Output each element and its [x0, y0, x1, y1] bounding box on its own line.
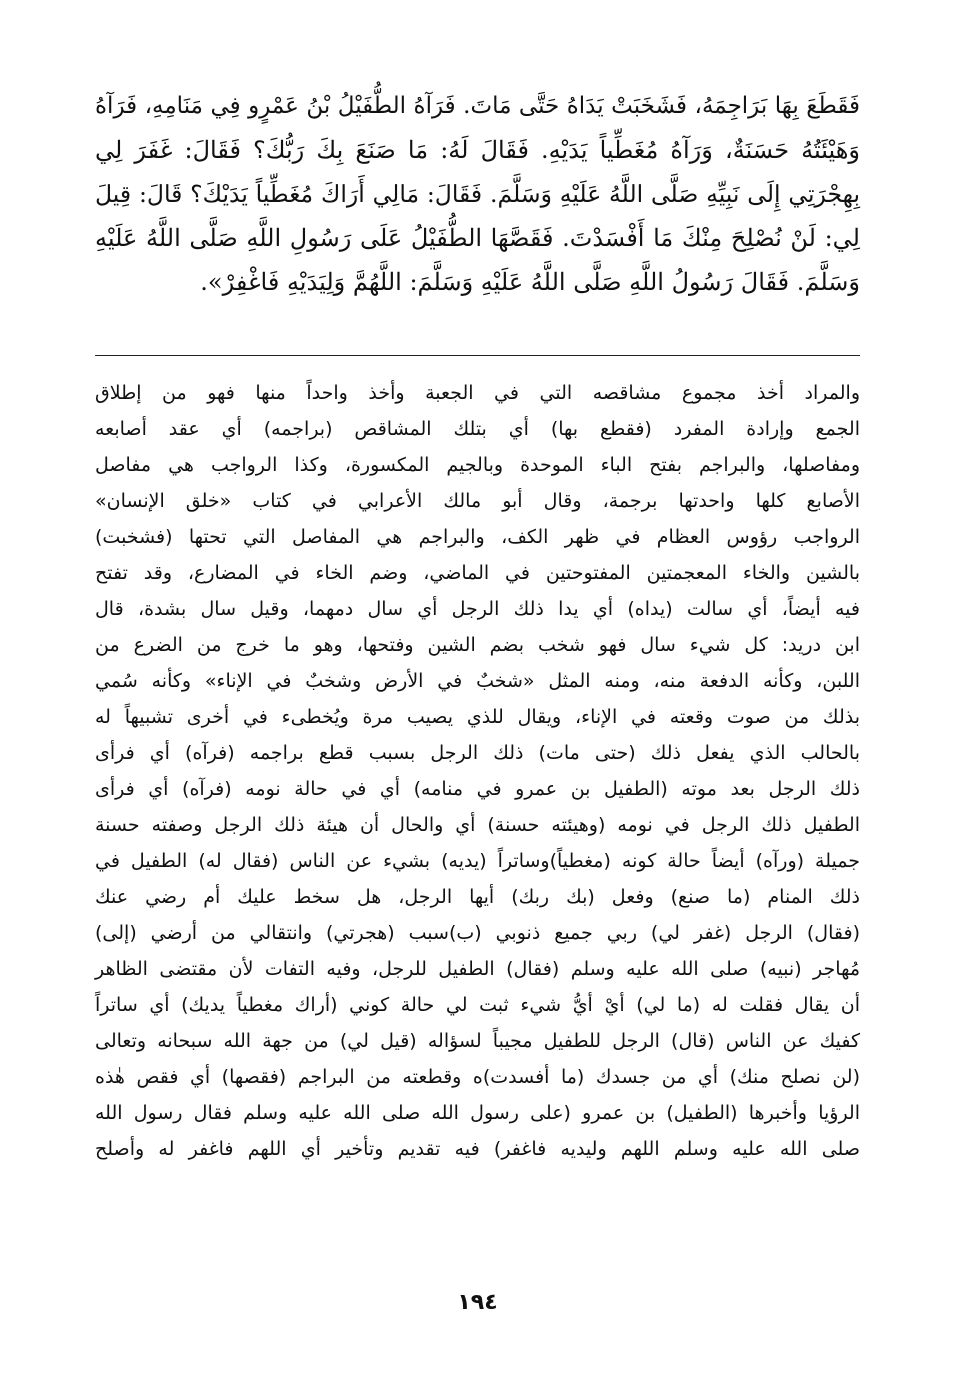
- commentary-line: الرواجب رؤوس العظام في ظهر الكف، والبراجم هي المفاصل التي تحتها (فشخبت): [95, 526, 860, 548]
- commentary-line: الأصابع كلها واحدتها برجمة، وقال أبو مالك الأعرابي في كتاب «خلق الإنسان»: [95, 490, 860, 512]
- commentary-line: مُهاجر (نبيه) صلى الله عليه وسلم (فقال) الطفيل للرجل، وفيه التفات لأن مقتضى الظاهر: [95, 958, 860, 980]
- hadith-line: وَسَلَّمَ. فَقَالَ رَسُولُ اللَّهِ صَلَّى اللَّهُ عَلَيْهِ وَسَلَّمَ: اللَّهُمَّ وَلِيَدَيْهِ فَاغْفِرْ».: [200, 268, 860, 296]
- commentary-line: الرؤيا وأخبرها (الطفيل) بن عمرو (على رسول الله صلى الله عليه وسلم فقال رسول الله: [95, 1102, 860, 1124]
- commentary-line: بالشين والخاء المعجمتين المفتوحتين في الماضي، وضم الخاء في المضارع، وقد تفتح: [95, 562, 860, 584]
- commentary-line: ذلك المنام (ما صنع) وفعل (بك ربك) أيها الرجل، هل سخط عليك أم رضي عنك: [95, 886, 860, 908]
- commentary-line: كفيك عن الناس (قال) الرجل للطفيل مجيباً لسؤاله (قيل لي) من جهة الله سبحانه وتعالى: [95, 1030, 860, 1052]
- commentary-line: الطفيل ذلك الرجل في نومه (وهيئته حسنة) أي والحال أن هيئة ذلك الرجل وصفته حسنة: [95, 814, 860, 836]
- hadith-line: وَهَيْئَتُهُ حَسَنَةٌ، وَرَآهُ مُغَطِّياً يَدَيْهِ. فَقَالَ لَهُ: مَا صَنَعَ بِكَ رَبُّكَ؟ فَقَالَ: غَفَرَ لِي: [95, 136, 860, 164]
- footnote-divider: [95, 355, 860, 356]
- hadith-line: بِهِجْرَتِي إِلَى نَبِيِّهِ صَلَّى اللَّهُ عَلَيْهِ وَسَلَّمَ. فَقَالَ: مَالِي أَرَاكَ مُغَطِّياً يَدَيْكَ؟ قَالَ: قِيلَ: [95, 180, 860, 208]
- commentary-line: صلى الله عليه وسلم اللهم وليديه فاغفر) فيه تقديم وتأخير أي اللهم فاغفر له وأصلح: [95, 1138, 860, 1160]
- commentary-line: فيه أيضاً، أي سالت (يداه) أي يدا ذلك الرجل أي سال دمهما، وقيل سال بشدة، قال: [95, 598, 860, 620]
- commentary-line: اللبن، وكأنه الدفعة منه، ومنه المثل «شخبٌ في الأرض وشخبٌ في الإناء» وكأنه سُمي: [95, 670, 860, 692]
- commentary-line: (لن نصلح منك) أي من جسدك (ما أفسدت)ه وقطعته من البراجم (فقصها) أي فقص هٰذه: [95, 1066, 860, 1088]
- commentary-line: جميلة (ورآه) أيضاً حالة كونه (مغطياً)وساتراً (يديه) بشيء عن الناس (فقال له) الطفيل في: [95, 850, 860, 872]
- hadith-line: لِي: لَنْ نُصْلِحَ مِنْكَ مَا أَفْسَدْتَ. فَقَصَّهَا الطُّفَيْلُ عَلَى رَسُولِ اللَّهِ صَلَّى اللَّهُ عَلَيْهِ: [95, 224, 860, 252]
- commentary-line: ابن دريد: كل شيء سال فهو شخب بضم الشين وفتحها، وهو ما خرج من الضرع من: [95, 634, 860, 656]
- commentary-line: الجمع وإرادة المفرد (فقطع بها) أي بتلك المشاقص (براجمه) أي عقد أصابعه: [95, 418, 860, 440]
- page-number: ١٩٤: [457, 1290, 498, 1315]
- commentary-line: ذلك الرجل بعد موته (الطفيل بن عمرو في منامه) أي في حالة نومه (فرآه) أي فرأى: [95, 778, 860, 800]
- hadith-line: فَقَطَعَ بِهَا بَرَاجِمَهُ، فَشَخَبَتْ يَدَاهُ حَتَّى مَاتَ. فَرَآهُ الطُّفَيْلُ بْنُ عَمْرٍو فِي مَنَامِهِ، فَرَآهُ: [95, 93, 860, 119]
- commentary-line: بذلك من صوت وقعته في الإناء، ويقال للذي يصيب مرة ويُخطىء في أخرى تشبيهاً له: [95, 706, 860, 728]
- commentary-line: أن يقال فقلت له (ما لي) أيْ أيُّ شيء ثبت لي حالة كوني (أراك مغطياً يديك) أي ساتراً: [95, 994, 860, 1016]
- commentary-line: بالحالب الذي يفعل ذلك (حتى مات) ذلك الرجل بسبب قطع براجمه (فرآه) أي فرأى: [95, 742, 860, 764]
- commentary-line: (فقال) الرجل (غفر لي) ربي جميع ذنوبي (ب)سبب (هجرتي) وانتقالي من أرضي (إلى): [95, 922, 860, 944]
- commentary-line: والمراد أخذ مجموع مشاقصه التي في الجعبة وأخذ واحداً منها فهو من إطلاق: [95, 382, 860, 404]
- commentary-line: ومفاصلها، والبراجم بفتح الباء الموحدة وبالجيم المكسورة، وكذا الرواجب هي مفاصل: [95, 454, 860, 476]
